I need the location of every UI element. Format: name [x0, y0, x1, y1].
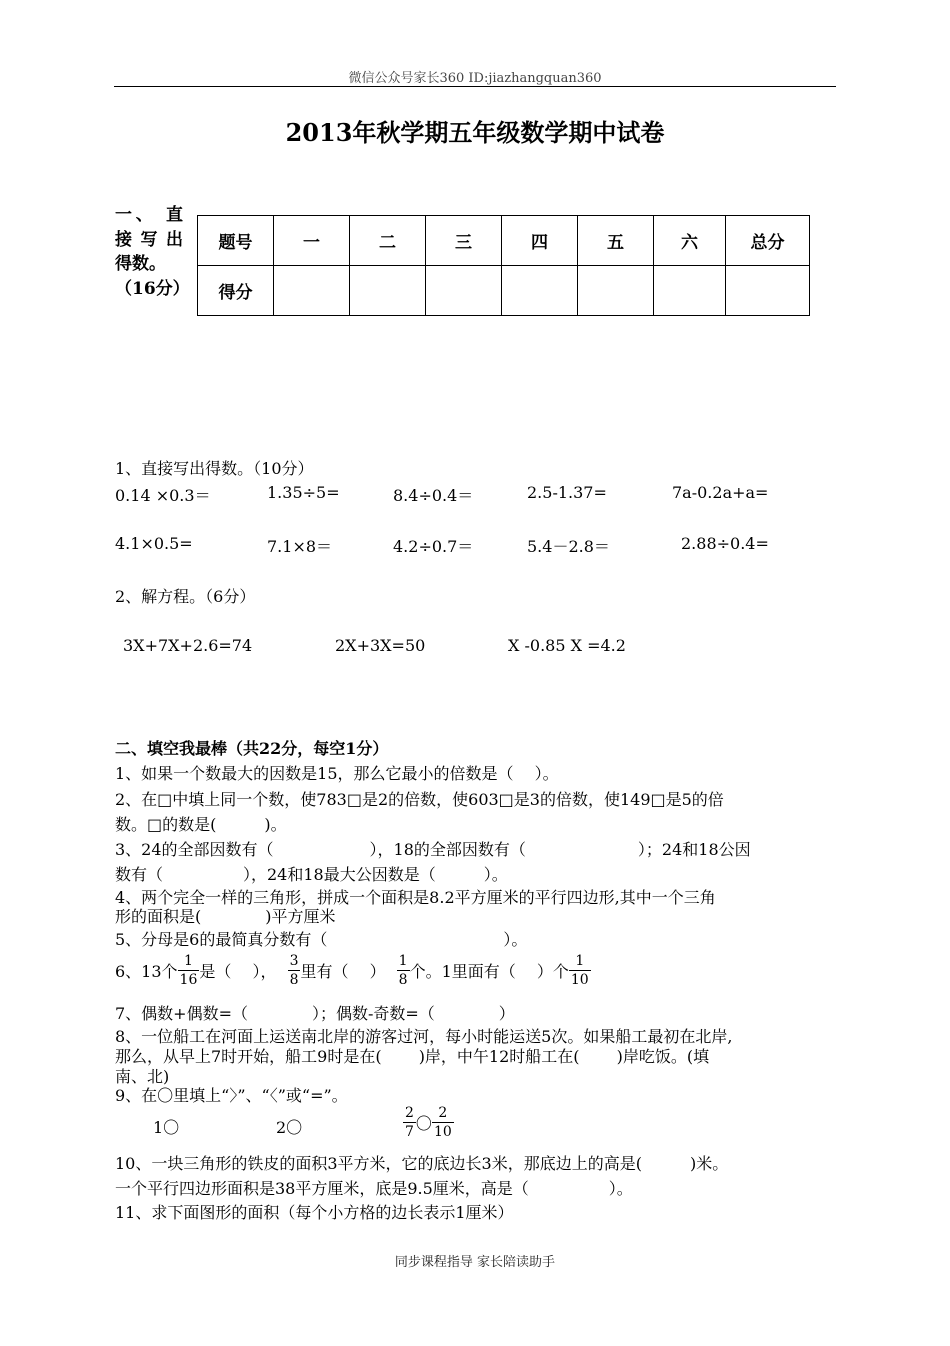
score-cell[interactable]: [350, 266, 426, 316]
s2-item: 9、在〇里填上“〉”、“〈”或“=”。: [115, 1086, 348, 1105]
compare-3: $\frac{2}{7}$ 〇 $\frac{2}{10}$: [405, 1105, 452, 1140]
fraction: $\frac{1}{10}$: [570, 953, 589, 988]
s2-item: 那么，从早上7时开始，船工9时是在( )岸，中午12时船工在( )岸吃饭。(填: [115, 1047, 710, 1066]
page-header: 微信公众号家长360 ID:jiazhangquan360: [348, 71, 602, 86]
q2-equation: 3X+7X+2.6=74: [123, 636, 253, 655]
s2-item: 8、一位船工在河面上运送南北岸的游客过河，每小时能运送5次。如果船工最初在北岸,: [115, 1027, 733, 1046]
s2-item-6: 6、13个 $\frac{1}{16}$ 是（ ）， $\frac{3}{8}$ 里有（ ） $\frac{1}{8}$ 个。1里面有（ ）个 $\frac{1}{10}$: [115, 953, 589, 988]
s2-item: 形的面积是( )平方厘米: [115, 907, 336, 926]
s2-item: 5、分母是6的最简真分数有（ ）。: [115, 930, 528, 949]
s2-item: 数有（ ），24和18最大公因数是（ ）。: [115, 865, 508, 884]
q1-expr: 1.35÷5=: [267, 483, 340, 502]
score-header-cell: 总分: [726, 216, 810, 266]
score-cell[interactable]: [726, 266, 810, 316]
q2-equation: 2X+3X=50: [335, 636, 426, 655]
header-rule: [114, 86, 836, 87]
s2-item: 数。□的数是( )。: [115, 815, 287, 834]
compare-1: 1〇: [153, 1118, 180, 1137]
q1-expr: 5.4－2.8＝: [527, 537, 610, 556]
s2-item: 南、北): [115, 1067, 170, 1086]
score-table-row: [198, 266, 810, 316]
s2-item: 3、24的全部因数有（ ），18的全部因数有（ ）；24和18公因: [115, 840, 751, 859]
score-header-cell: 五: [578, 216, 654, 266]
score-header-cell: 四: [502, 216, 578, 266]
q1-expr: 8.4÷0.4＝: [393, 486, 474, 505]
score-cell[interactable]: [502, 266, 578, 316]
s2-item: 4、两个完全一样的三角形，拼成一个面积是8.2平方厘米的平行四边形,其中一个三角: [115, 888, 716, 907]
q1-expr: 7a-0.2a+a=: [672, 483, 769, 502]
score-table: [197, 215, 810, 316]
q1-title: 1、直接写出得数。（10分）: [115, 459, 314, 478]
q2-title: 2、解方程。（6分）: [115, 587, 256, 606]
s2-item: 一个平行四边形面积是38平方厘米，底是9.5厘米，高是（ ）。: [115, 1179, 633, 1198]
score-header-cell: 二: [350, 216, 426, 266]
q1-expr: 4.2÷0.7＝: [393, 537, 474, 556]
fraction: $\frac{1}{8}$: [398, 953, 408, 988]
q1-expr: 2.5-1.37=: [527, 483, 607, 502]
s2-item: 11、求下面图形的面积（每个小方格的边长表示1厘米）: [115, 1203, 514, 1222]
score-header-cell: 一: [274, 216, 350, 266]
fraction: $\frac{3}{8}$: [289, 953, 299, 988]
q1-expr: 2.88÷0.4=: [681, 534, 769, 553]
page-title: 2013年秋学期五年级数学期中试卷: [285, 118, 665, 147]
s2-item: 1、如果一个数最大的因数是15，那么它最小的倍数是（ ）。: [115, 764, 559, 783]
s2-item: 2、在□中填上同一个数，使783□是2的倍数，使603□是3的倍数，使149□是5的倍: [115, 790, 724, 809]
s2-item: 10、一块三角形的铁皮的面积3平方米，它的底边长3米，那底边上的高是( )米。: [115, 1154, 729, 1173]
section1-label: 一、 直 接 写 出 得数。 （16分）: [115, 205, 190, 299]
q1-expr: 0.14 ×0.3＝: [115, 486, 211, 505]
s2-item: 7、偶数+偶数=（ ）；偶数-奇数=（ ）: [115, 1004, 515, 1023]
q1-expr: 7.1×8＝: [267, 537, 333, 556]
score-header-cell: 三: [426, 216, 502, 266]
score-table-header: [198, 216, 810, 266]
page-footer: 同步课程指导 家长陪读助手: [394, 1255, 556, 1270]
fraction: $\frac{2}{10}$: [433, 1105, 452, 1140]
score-cell[interactable]: [274, 266, 350, 316]
score-header-cell: 题号: [198, 216, 274, 266]
section2-title: 二、填空我最棒（共22分，每空1分）: [115, 739, 389, 758]
q1-expr: 4.1×0.5=: [115, 534, 193, 553]
score-header-cell: 六: [654, 216, 726, 266]
score-cell[interactable]: [426, 266, 502, 316]
compare-2: 2〇: [276, 1118, 303, 1137]
score-cell[interactable]: [654, 266, 726, 316]
fraction: $\frac{1}{16}$: [179, 953, 198, 988]
score-row-label: 得分: [198, 266, 274, 316]
score-cell[interactable]: [578, 266, 654, 316]
fraction: $\frac{2}{7}$: [405, 1105, 414, 1140]
q2-equation: X -0.85 X =4.2: [508, 636, 626, 655]
